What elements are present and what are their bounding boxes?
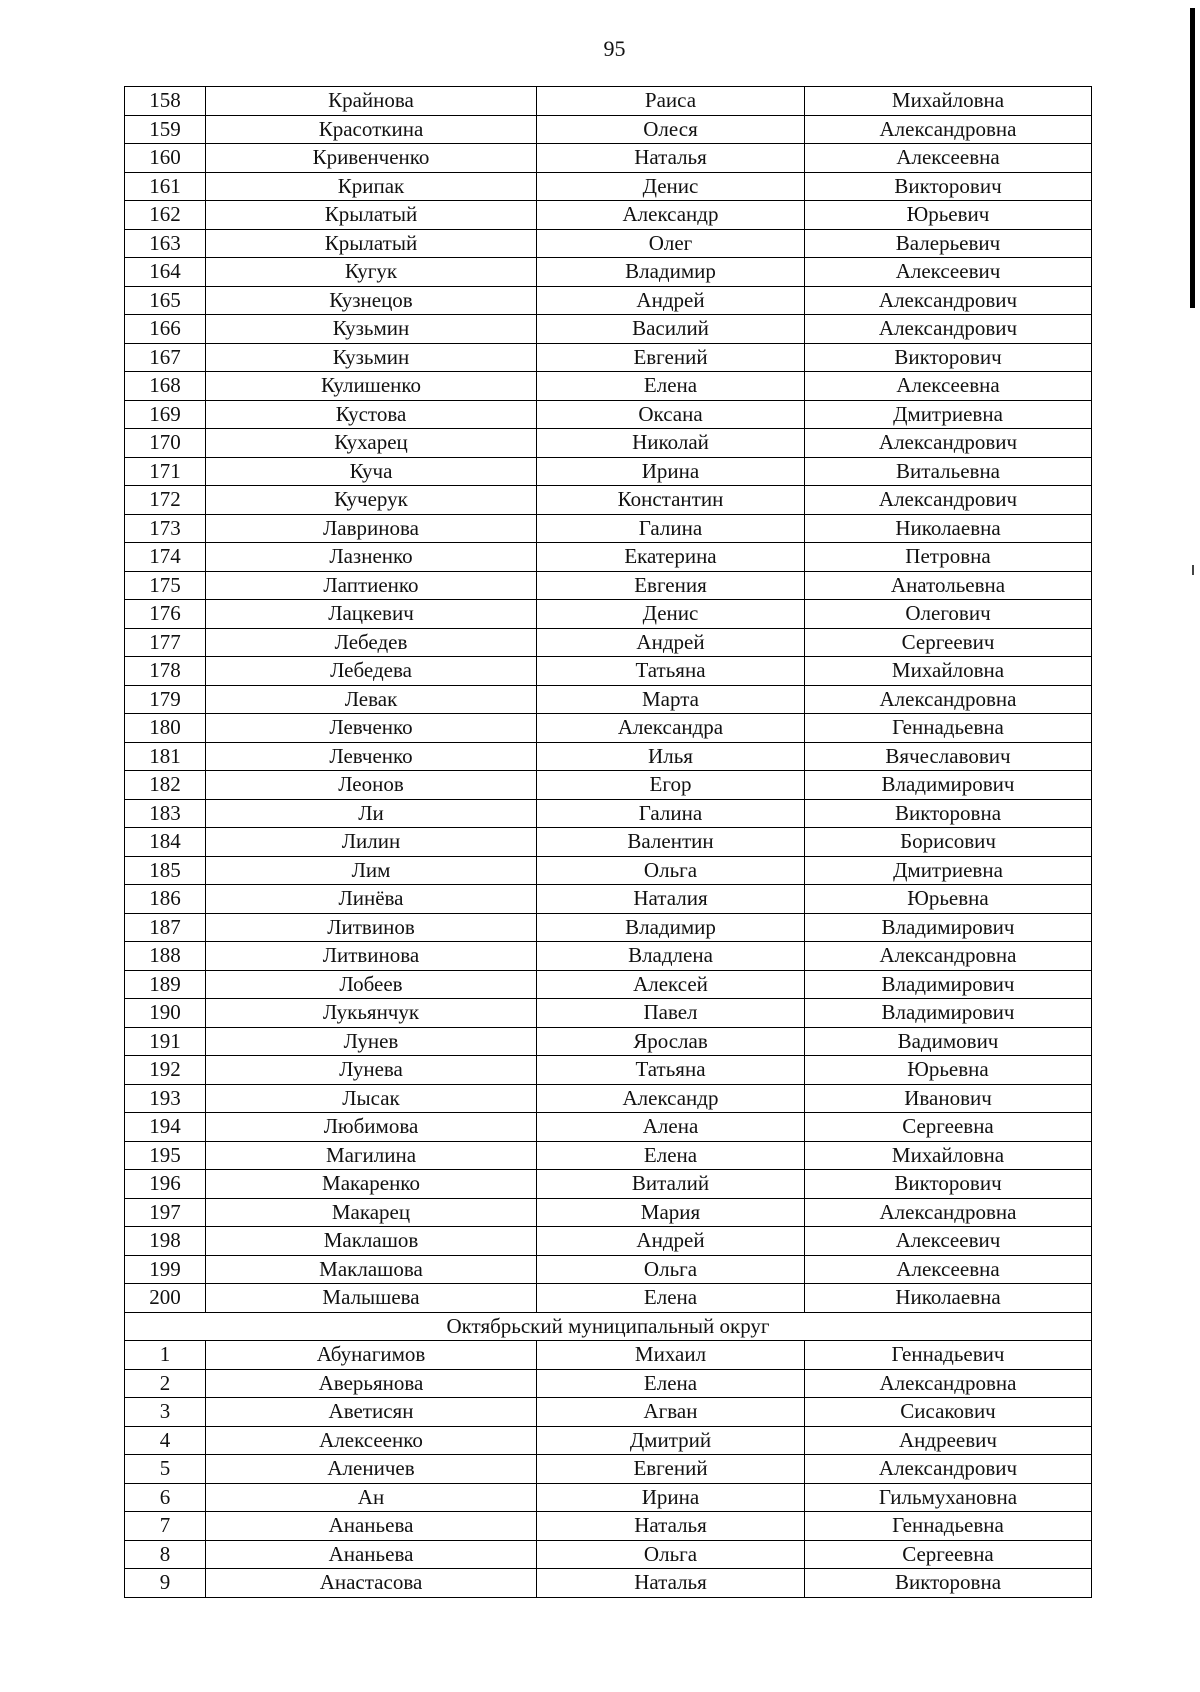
- last-name-cell: Левак: [206, 685, 537, 714]
- patronymic-cell: Вячеславович: [805, 742, 1092, 771]
- table-row: [125, 942, 1092, 971]
- last-name-cell: Анастасова: [206, 1569, 537, 1598]
- row-number: 3: [125, 1398, 206, 1427]
- table-row: [125, 1198, 1092, 1227]
- table-row: [125, 1027, 1092, 1056]
- patronymic-cell: Дмитриевна: [805, 400, 1092, 429]
- row-number: 163: [125, 229, 206, 258]
- first-name-cell: Елена: [537, 1369, 805, 1398]
- last-name-cell: Кривенченко: [206, 144, 537, 173]
- first-name-cell: Евгений: [537, 343, 805, 372]
- row-number: 179: [125, 685, 206, 714]
- row-number: 164: [125, 258, 206, 287]
- first-name-cell: Павел: [537, 999, 805, 1028]
- last-name-cell: Абунагимов: [206, 1341, 537, 1370]
- first-name-cell: Константин: [537, 486, 805, 515]
- first-name-cell: Галина: [537, 514, 805, 543]
- first-name-cell: Елена: [537, 372, 805, 401]
- table-row: [125, 1284, 1092, 1313]
- row-number: 6: [125, 1483, 206, 1512]
- row-number: 180: [125, 714, 206, 743]
- last-name-cell: Ан: [206, 1483, 537, 1512]
- row-number: 159: [125, 115, 206, 144]
- row-number: 171: [125, 457, 206, 486]
- section-title: Октябрьский муниципальный округ: [125, 1312, 1092, 1341]
- last-name-cell: Кустова: [206, 400, 537, 429]
- table-row: [125, 172, 1092, 201]
- row-number: 7: [125, 1512, 206, 1541]
- row-number: 8: [125, 1540, 206, 1569]
- row-number: 178: [125, 657, 206, 686]
- patronymic-cell: Александрович: [805, 286, 1092, 315]
- patronymic-cell: Михайловна: [805, 1141, 1092, 1170]
- row-number: 167: [125, 343, 206, 372]
- first-name-cell: Илья: [537, 742, 805, 771]
- first-name-cell: Елена: [537, 1284, 805, 1313]
- last-name-cell: Кулишенко: [206, 372, 537, 401]
- first-name-cell: Алена: [537, 1113, 805, 1142]
- last-name-cell: Литвинова: [206, 942, 537, 971]
- first-name-cell: Ольга: [537, 856, 805, 885]
- first-name-cell: Елена: [537, 1141, 805, 1170]
- first-name-cell: Оксана: [537, 400, 805, 429]
- patronymic-cell: Иванович: [805, 1084, 1092, 1113]
- last-name-cell: Аленичев: [206, 1455, 537, 1484]
- row-number: 194: [125, 1113, 206, 1142]
- last-name-cell: Магилина: [206, 1141, 537, 1170]
- first-name-cell: Ярослав: [537, 1027, 805, 1056]
- first-name-cell: Татьяна: [537, 657, 805, 686]
- patronymic-cell: Викторовна: [805, 1569, 1092, 1598]
- patronymic-cell: Геннадьевич: [805, 1341, 1092, 1370]
- patronymic-cell: Юрьевна: [805, 1056, 1092, 1085]
- first-name-cell: Михаил: [537, 1341, 805, 1370]
- table-row: [125, 571, 1092, 600]
- table-row: [125, 315, 1092, 344]
- patronymic-cell: Александровна: [805, 115, 1092, 144]
- first-name-cell: Владлена: [537, 942, 805, 971]
- table-row: [125, 913, 1092, 942]
- table-row: [125, 685, 1092, 714]
- patronymic-cell: Александрович: [805, 1455, 1092, 1484]
- row-number: 195: [125, 1141, 206, 1170]
- table-row: [125, 87, 1092, 116]
- last-name-cell: Лавринова: [206, 514, 537, 543]
- patronymic-cell: Витальевна: [805, 457, 1092, 486]
- table-row: [125, 742, 1092, 771]
- patronymic-cell: Александрович: [805, 429, 1092, 458]
- table-row: [125, 799, 1092, 828]
- row-number: 190: [125, 999, 206, 1028]
- row-number: 174: [125, 543, 206, 572]
- patronymic-cell: Валерьевич: [805, 229, 1092, 258]
- last-name-cell: Кугук: [206, 258, 537, 287]
- table-row: [125, 828, 1092, 857]
- table-row: [125, 628, 1092, 657]
- row-number: 173: [125, 514, 206, 543]
- last-name-cell: Любимова: [206, 1113, 537, 1142]
- row-number: 181: [125, 742, 206, 771]
- row-number: 200: [125, 1284, 206, 1313]
- patronymic-cell: Владимирович: [805, 913, 1092, 942]
- patronymic-cell: Михайловна: [805, 87, 1092, 116]
- patronymic-cell: Владимирович: [805, 970, 1092, 999]
- last-name-cell: Ананьева: [206, 1512, 537, 1541]
- last-name-cell: Куча: [206, 457, 537, 486]
- page-number: 95: [603, 36, 626, 61]
- last-name-cell: Аверьянова: [206, 1369, 537, 1398]
- row-number: 162: [125, 201, 206, 230]
- first-name-cell: Олеся: [537, 115, 805, 144]
- patronymic-cell: Сергеевна: [805, 1113, 1092, 1142]
- table-row: [125, 1483, 1092, 1512]
- table-row: [125, 1341, 1092, 1370]
- row-number: 177: [125, 628, 206, 657]
- first-name-cell: Андрей: [537, 286, 805, 315]
- last-name-cell: Лазненко: [206, 543, 537, 572]
- patronymic-cell: Дмитриевна: [805, 856, 1092, 885]
- table-row: [125, 286, 1092, 315]
- first-name-cell: Евгения: [537, 571, 805, 600]
- table-row: [125, 486, 1092, 515]
- last-name-cell: Лунев: [206, 1027, 537, 1056]
- first-name-cell: Евгений: [537, 1455, 805, 1484]
- first-name-cell: Мария: [537, 1198, 805, 1227]
- roster-table: [124, 86, 1092, 1598]
- patronymic-cell: Юрьевич: [805, 201, 1092, 230]
- last-name-cell: Леонов: [206, 771, 537, 800]
- patronymic-cell: Алексеевна: [805, 372, 1092, 401]
- first-name-cell: Наталья: [537, 144, 805, 173]
- first-name-cell: Андрей: [537, 628, 805, 657]
- row-number: 168: [125, 372, 206, 401]
- patronymic-cell: Андреевич: [805, 1426, 1092, 1455]
- patronymic-cell: Геннадьевна: [805, 1512, 1092, 1541]
- patronymic-cell: Алексеевна: [805, 1255, 1092, 1284]
- row-number: 170: [125, 429, 206, 458]
- patronymic-cell: Александрович: [805, 486, 1092, 515]
- table-row: [125, 144, 1092, 173]
- table-row: [125, 343, 1092, 372]
- first-name-cell: Наталья: [537, 1569, 805, 1598]
- table-row: [125, 1540, 1092, 1569]
- table-row: [125, 201, 1092, 230]
- first-name-cell: Наталья: [537, 1512, 805, 1541]
- table-row: [125, 1455, 1092, 1484]
- row-number: 185: [125, 856, 206, 885]
- table-row: [125, 429, 1092, 458]
- last-name-cell: Лобеев: [206, 970, 537, 999]
- table-row: [125, 115, 1092, 144]
- last-name-cell: Аветисян: [206, 1398, 537, 1427]
- last-name-cell: Ананьева: [206, 1540, 537, 1569]
- last-name-cell: Маклашова: [206, 1255, 537, 1284]
- first-name-cell: Татьяна: [537, 1056, 805, 1085]
- row-number: 169: [125, 400, 206, 429]
- patronymic-cell: Геннадьевна: [805, 714, 1092, 743]
- table-row: [125, 970, 1092, 999]
- last-name-cell: Лилин: [206, 828, 537, 857]
- first-name-cell: Марта: [537, 685, 805, 714]
- scan-edge-line: [1190, 8, 1195, 308]
- table-row: [125, 885, 1092, 914]
- table-row: [125, 600, 1092, 629]
- table-row: [125, 514, 1092, 543]
- last-name-cell: Лебедев: [206, 628, 537, 657]
- row-number: 196: [125, 1170, 206, 1199]
- table-row: [125, 1113, 1092, 1142]
- row-number: 182: [125, 771, 206, 800]
- last-name-cell: Ли: [206, 799, 537, 828]
- patronymic-cell: Александрович: [805, 315, 1092, 344]
- row-number: 176: [125, 600, 206, 629]
- patronymic-cell: Александровна: [805, 1198, 1092, 1227]
- patronymic-cell: Николаевна: [805, 514, 1092, 543]
- table-row: [125, 229, 1092, 258]
- table-row: [125, 457, 1092, 486]
- first-name-cell: Александра: [537, 714, 805, 743]
- patronymic-cell: Алексеевич: [805, 1227, 1092, 1256]
- table-row: [125, 1426, 1092, 1455]
- table-row: [125, 1227, 1092, 1256]
- row-number: 1: [125, 1341, 206, 1370]
- table-row: [125, 1056, 1092, 1085]
- patronymic-cell: Александровна: [805, 1369, 1092, 1398]
- first-name-cell: Владимир: [537, 913, 805, 942]
- first-name-cell: Денис: [537, 172, 805, 201]
- patronymic-cell: Николаевна: [805, 1284, 1092, 1313]
- patronymic-cell: Викторович: [805, 1170, 1092, 1199]
- patronymic-cell: Александровна: [805, 942, 1092, 971]
- last-name-cell: Левченко: [206, 714, 537, 743]
- patronymic-cell: Викторовна: [805, 799, 1092, 828]
- row-number: 5: [125, 1455, 206, 1484]
- roster-body: [125, 87, 1092, 1598]
- table-row: [125, 856, 1092, 885]
- last-name-cell: Лаптиенко: [206, 571, 537, 600]
- first-name-cell: Раиса: [537, 87, 805, 116]
- row-number: 2: [125, 1369, 206, 1398]
- first-name-cell: Егор: [537, 771, 805, 800]
- last-name-cell: Левченко: [206, 742, 537, 771]
- last-name-cell: Кучерук: [206, 486, 537, 515]
- first-name-cell: Екатерина: [537, 543, 805, 572]
- patronymic-cell: Гильмухановна: [805, 1483, 1092, 1512]
- patronymic-cell: Викторович: [805, 172, 1092, 201]
- table-row: [125, 1398, 1092, 1427]
- patronymic-cell: Олегович: [805, 600, 1092, 629]
- last-name-cell: Лукьянчук: [206, 999, 537, 1028]
- table-row: [125, 999, 1092, 1028]
- first-name-cell: Ирина: [537, 1483, 805, 1512]
- row-number: 175: [125, 571, 206, 600]
- patronymic-cell: Александровна: [805, 685, 1092, 714]
- table-row: [125, 1569, 1092, 1598]
- patronymic-cell: Владимирович: [805, 999, 1092, 1028]
- row-number: 184: [125, 828, 206, 857]
- last-name-cell: Литвинов: [206, 913, 537, 942]
- last-name-cell: Красоткина: [206, 115, 537, 144]
- last-name-cell: Линёва: [206, 885, 537, 914]
- row-number: 186: [125, 885, 206, 914]
- last-name-cell: Алексеенко: [206, 1426, 537, 1455]
- patronymic-cell: Сисакович: [805, 1398, 1092, 1427]
- row-number: 4: [125, 1426, 206, 1455]
- section-header-row: [125, 1312, 1092, 1341]
- last-name-cell: Крипак: [206, 172, 537, 201]
- table-row: [125, 1170, 1092, 1199]
- first-name-cell: Александр: [537, 201, 805, 230]
- first-name-cell: Наталия: [537, 885, 805, 914]
- row-number: 192: [125, 1056, 206, 1085]
- last-name-cell: Кузьмин: [206, 315, 537, 344]
- patronymic-cell: Викторович: [805, 343, 1092, 372]
- row-number: 172: [125, 486, 206, 515]
- first-name-cell: Алексей: [537, 970, 805, 999]
- table-row: [125, 400, 1092, 429]
- table-row: [125, 1255, 1092, 1284]
- last-name-cell: Лунева: [206, 1056, 537, 1085]
- first-name-cell: Ольга: [537, 1255, 805, 1284]
- last-name-cell: Лим: [206, 856, 537, 885]
- last-name-cell: Лебедева: [206, 657, 537, 686]
- table-row: [125, 372, 1092, 401]
- row-number: 9: [125, 1569, 206, 1598]
- row-number: 188: [125, 942, 206, 971]
- row-number: 198: [125, 1227, 206, 1256]
- patronymic-cell: Анатольевна: [805, 571, 1092, 600]
- first-name-cell: Галина: [537, 799, 805, 828]
- last-name-cell: Крайнова: [206, 87, 537, 116]
- row-number: 199: [125, 1255, 206, 1284]
- last-name-cell: Кузьмин: [206, 343, 537, 372]
- table-row: [125, 1141, 1092, 1170]
- first-name-cell: Ольга: [537, 1540, 805, 1569]
- table-row: [125, 1084, 1092, 1113]
- first-name-cell: Олег: [537, 229, 805, 258]
- first-name-cell: Валентин: [537, 828, 805, 857]
- row-number: 187: [125, 913, 206, 942]
- row-number: 193: [125, 1084, 206, 1113]
- patronymic-cell: Вадимович: [805, 1027, 1092, 1056]
- first-name-cell: Ирина: [537, 457, 805, 486]
- patronymic-cell: Алексеевич: [805, 258, 1092, 287]
- table-row: [125, 1512, 1092, 1541]
- patronymic-cell: Петровна: [805, 543, 1092, 572]
- last-name-cell: Кузнецов: [206, 286, 537, 315]
- last-name-cell: Кухарец: [206, 429, 537, 458]
- last-name-cell: Макарец: [206, 1198, 537, 1227]
- last-name-cell: Малышева: [206, 1284, 537, 1313]
- first-name-cell: Андрей: [537, 1227, 805, 1256]
- table-row: [125, 543, 1092, 572]
- patronymic-cell: Юрьевна: [805, 885, 1092, 914]
- row-number: 158: [125, 87, 206, 116]
- row-number: 160: [125, 144, 206, 173]
- first-name-cell: Виталий: [537, 1170, 805, 1199]
- first-name-cell: Николай: [537, 429, 805, 458]
- table-row: [125, 714, 1092, 743]
- patronymic-cell: Алексеевна: [805, 144, 1092, 173]
- scan-edge-speck: [1192, 565, 1194, 575]
- first-name-cell: Денис: [537, 600, 805, 629]
- table-row: [125, 1369, 1092, 1398]
- last-name-cell: Лацкевич: [206, 600, 537, 629]
- table-row: [125, 258, 1092, 287]
- first-name-cell: Василий: [537, 315, 805, 344]
- table-row: [125, 657, 1092, 686]
- row-number: 197: [125, 1198, 206, 1227]
- last-name-cell: Крылатый: [206, 201, 537, 230]
- row-number: 166: [125, 315, 206, 344]
- first-name-cell: Владимир: [537, 258, 805, 287]
- last-name-cell: Крылатый: [206, 229, 537, 258]
- table-row: [125, 771, 1092, 800]
- row-number: 191: [125, 1027, 206, 1056]
- patronymic-cell: Михайловна: [805, 657, 1092, 686]
- patronymic-cell: Сергеевич: [805, 628, 1092, 657]
- patronymic-cell: Борисович: [805, 828, 1092, 857]
- first-name-cell: Дмитрий: [537, 1426, 805, 1455]
- row-number: 165: [125, 286, 206, 315]
- last-name-cell: Маклашов: [206, 1227, 537, 1256]
- row-number: 161: [125, 172, 206, 201]
- first-name-cell: Агван: [537, 1398, 805, 1427]
- row-number: 189: [125, 970, 206, 999]
- patronymic-cell: Сергеевна: [805, 1540, 1092, 1569]
- first-name-cell: Александр: [537, 1084, 805, 1113]
- last-name-cell: Лысак: [206, 1084, 537, 1113]
- last-name-cell: Макаренко: [206, 1170, 537, 1199]
- row-number: 183: [125, 799, 206, 828]
- patronymic-cell: Владимирович: [805, 771, 1092, 800]
